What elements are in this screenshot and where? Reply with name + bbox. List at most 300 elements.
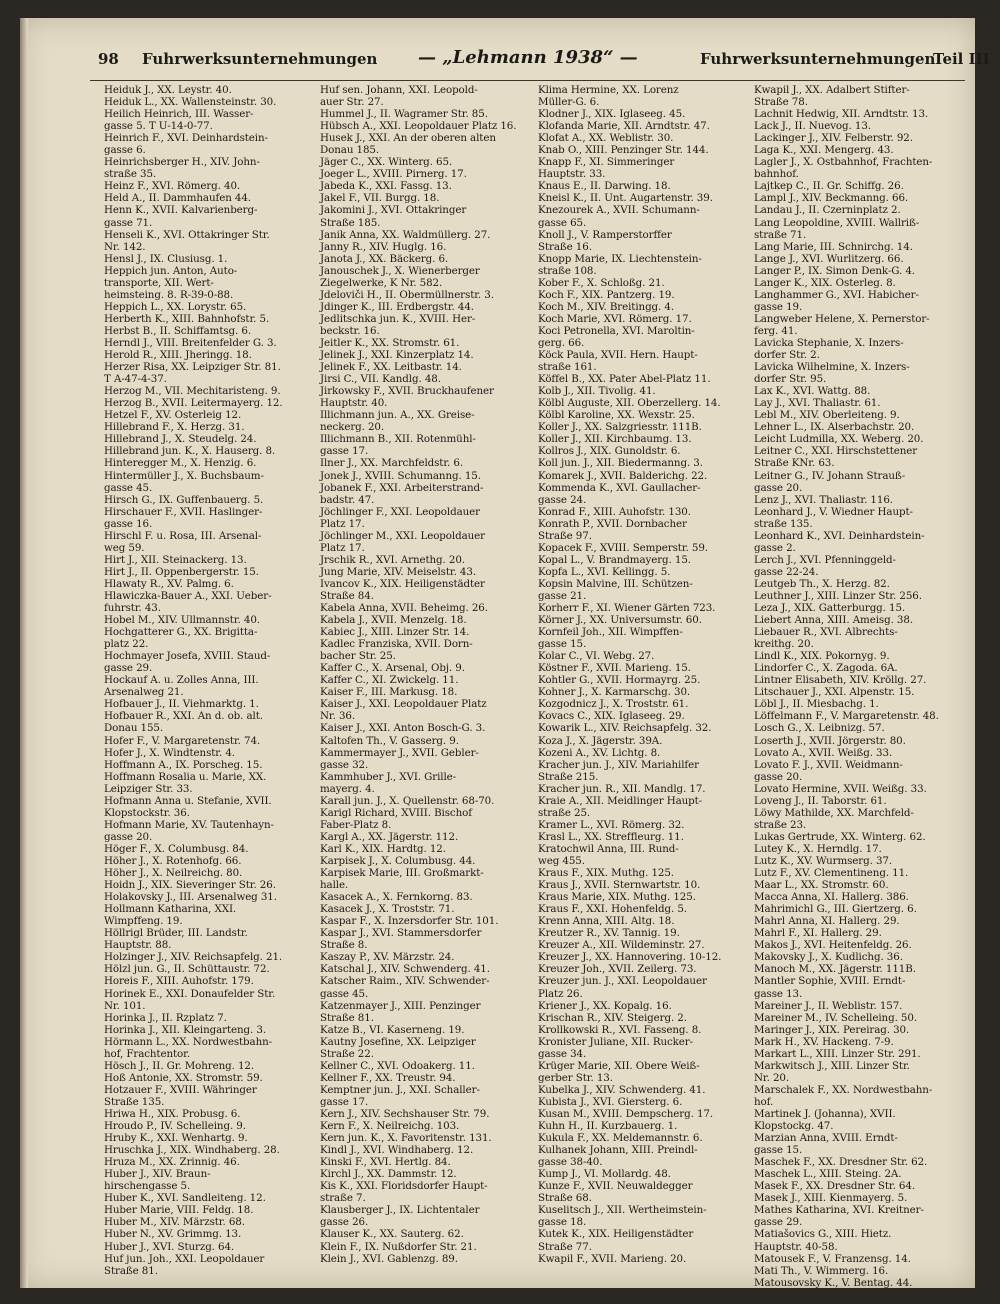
directory-entry-line: gasse 17. [320,445,369,458]
directory-entry-line: Masek J., XIII. Kienmayerg. 5. [754,1192,908,1205]
directory-entry-line: Laga K., XXI. Mengerg. 43. [754,144,894,157]
directory-entry-line: Kopacek F., XVIII. Semperstr. 59. [538,541,708,554]
directory-entry-line: Kratochwil Anna, III. Rund- [538,842,679,855]
directory-entry-line: Höger F., X. Columbusg. 84. [104,842,249,855]
directory-entry-line: Korherr F., XI. Wiener Gärten 723. [538,602,716,615]
directory-entry-line: Donau 155. [104,722,164,735]
directory-entry-line: Klopstockg. 47. [754,1120,834,1133]
directory-entry-line: Hlawaty R., XV. Palmg. 6. [104,577,234,590]
directory-entry-line: Huber J., XVI. Sturzg. 64. [104,1240,235,1253]
directory-entry-line: Kracher jun. R., XII. Mandlg. 17. [538,782,706,795]
directory-entry-line: beckstr. 16. [320,324,380,337]
directory-entry-line: Kellner F., XX. Treustr. 94. [320,1071,456,1084]
directory-entry-line: Jelinek J., XXI. Kinzerplatz 14. [320,349,474,362]
directory-entry-line: Kommenda K., XVI. Gaullacher- [538,481,701,494]
directory-entry-line: Leitner G., IV. Johann Strauß- [754,469,906,482]
directory-entry-line: gasse 38-40. [538,1156,603,1169]
directory-entry-line: Markart L., XIII. Linzer Str. 291. [754,1047,921,1060]
directory-entry-line: Lampl J., XIV. Beckmanng. 66. [754,192,909,205]
directory-entry-line: Heppich L., XX. Lorystr. 65. [104,300,247,313]
directory-entry-line: Karpisek Marie, III. Großmarkt- [320,867,484,880]
directory-entry-line: Jirsi C., VII. Kandlg. 48. [320,373,441,386]
directory-entry-line: Kraus F., XIX. Muthg. 125. [538,867,674,880]
directory-entry-line: Hintermüller J., X. Buchsbaum- [104,469,264,482]
directory-entry-line: Jung Marie, XIV. Meiselstr. 43. [320,565,477,578]
directory-entry-line: dorfer Str. 2. [754,349,820,362]
directory-entry-line: fuhrstr. 43. [104,602,161,615]
directory-entry-line: Kramer L., XVI. Römerg. 32. [538,818,685,831]
directory-entry-line: Hoffmann A., IX. Porscheg. 15. [104,758,263,771]
directory-entry-line: Klein J., XVI. Gablenzg. 89. [320,1252,458,1265]
directory-entry-line: Kohner J., X. Karmarschg. 30. [538,686,691,699]
directory-entry-line: hof. [754,1095,774,1108]
directory-entry-line: Kulhanek Johann, XIII. Preindl- [538,1144,698,1157]
directory-entry-line: Hofmann Marie, XV. Tautenhayn- [104,818,274,831]
directory-entry-line: Platz 17. [320,541,365,554]
directory-entry-line: Lax K., XVI. Wattg. 88. [754,385,871,398]
directory-entry-line: gasse 18. [538,1216,587,1229]
directory-entry-line: Kubelka J., XIV. Schwenderg. 41. [538,1083,706,1096]
directory-entry-line: Hofbauer R., XXI. An d. ob. alt. [104,710,263,723]
directory-entry-line: Konrad F., XIII. Auhofstr. 130. [538,505,691,518]
directory-entry-line: Kemptner jun. J., XXI. Schaller- [320,1083,480,1096]
directory-entry-line: transporte, XII. Wert- [104,276,214,289]
directory-entry-line: Hirt J., XII. Steinackerg. 13. [104,553,247,566]
directory-entry-line: Lerch J., XVI. Pfenninggeld- [754,553,896,566]
column-4 [754,84,966,1289]
directory-entry-line: Masek F., XX. Dresdner Str. 64. [754,1180,916,1193]
directory-entry-line: Klofanda Marie, XII. Arndtstr. 47. [538,120,710,133]
directory-entry-line: Horeis F., XIII. Auhofstr. 179. [104,975,254,988]
directory-entry-line: Hofer J., X. Windtenstr. 4. [104,746,235,759]
directory-entry-line: Mati Th., V. Wimmerg. 16. [754,1264,889,1277]
column-2 [320,84,532,1284]
directory-entry-line: Hillebrand jun. K., X. Hauserg. 8. [104,445,276,458]
directory-entry-line: Leicht Ludmilla, XX. Weberg. 20. [754,433,924,446]
header-part: Teil III [933,50,990,68]
directory-entry-line: Mark H., XV. Hackeng. 7-9. [754,1035,894,1048]
directory-entry-line: Heiduk J., XX. Leystr. 40. [104,84,232,96]
directory-entry-line: Held A., II. Dammhaufen 44. [104,192,251,205]
directory-entry-line: gasse 24. [538,493,587,506]
directory-entry-line: Kabela J., XVII. Menzelg. 18. [320,614,467,627]
directory-entry-line: straße 23. [754,818,807,831]
directory-entry-line: Klausberger J., IX. Lichtentaler [320,1204,480,1217]
directory-entry-line: dorfer Str. 95. [754,373,827,386]
directory-entry-line: Hauptstr. 40. [320,397,388,410]
directory-entry-line: Kopfa L., XVI. Kellingg. 5. [538,565,671,578]
directory-entry-line: Herberth K., XIII. Bahnhofstr. 5. [104,312,270,325]
directory-entry-line: Hofmann Anna u. Stefanie, XVII. [104,794,272,807]
directory-entry-line: Lang Leopoldine, XVIII. Wallriß- [754,216,920,229]
directory-entry-line: Kölbl Auguste, XII. Oberzellerg. 14. [538,397,721,410]
directory-entry-line: Kraie A., XII. Meidlinger Haupt- [538,794,703,807]
directory-entry-line: Klofat A., XX. Weblistr. 30. [538,132,674,145]
directory-entry-line: Hörmann L., XX. Nordwestbahn- [104,1035,273,1048]
directory-entry-line: Lackinger J., XIV. Felberstr. 92. [754,132,913,145]
directory-entry-line: gasse 32. [320,758,369,771]
directory-entry-line: Hauptstr. 88. [104,939,172,952]
directory-entry-line: Karall jun. J., X. Quellenstr. 68-70. [320,794,495,807]
directory-entry-line: Hillebrand F., X. Herzg. 31. [104,421,245,434]
directory-entry-line: Hroudo P., IV. Schelleing. 9. [104,1120,246,1133]
column-3 [538,84,750,1284]
directory-entry-line: gasse 34. [538,1047,587,1060]
directory-entry-line: Höher J., X. Neilreichg. 80. [104,867,243,880]
directory-entry-line: Koci Petronella, XVI. Maroltin- [538,324,695,337]
directory-entry-line: Wimpffeng. 19. [104,915,183,928]
directory-entry-line: Lintner Elisabeth, XIV. Kröllg. 27. [754,674,927,687]
directory-entry-line: Kaltofen Th., V. Gasserg. 9. [320,734,459,747]
directory-entry-line: Hinteregger M., X. Henzig. 6. [104,457,257,470]
directory-entry-line: Illichmann B., XII. Rotenmühl- [320,433,476,446]
directory-entry-line: Kargl A., XX. Jägerstr. 112. [320,830,459,843]
directory-entry-line: Janik Anna, XX. Waldmüllerg. 27. [320,228,491,241]
directory-entry-line: Kraus F., XXI. Hohenfeldg. 5. [538,903,687,916]
directory-entry-line: Lovato Hermine, XVII. Weißg. 33. [754,782,927,795]
directory-entry-line: gasse 45. [104,481,153,494]
directory-entry-line: Hauptstr. 33. [538,168,606,181]
directory-entry-line: Katschal J., XIV. Schwenderg. 41. [320,963,490,976]
directory-entry-line: Marschalek F., XX. Nordwestbahn- [754,1083,933,1096]
directory-entry-line: gerber Str. 13. [538,1071,613,1084]
directory-entry-line: Lebl M., XIV. Oberleiteng. 9. [754,409,900,422]
directory-entry-line: gerg. 66. [538,336,585,349]
directory-entry-line: Makos J., XVI. Heitenfeldg. 26. [754,939,912,952]
directory-entry-line: gasse 29. [104,662,153,675]
directory-entry-line: Straße KNr. 63. [754,457,835,470]
directory-entry-line: Jrschik R., XVI. Arnethg. 20. [320,553,465,566]
directory-entry-line: Kracher jun. J., XIV. Mariahilfer [538,758,699,771]
directory-entry-line: hof, Frachtentor. [104,1047,190,1060]
directory-entry-line: Kozgodnicz J., X. Troststr. 61. [538,698,689,711]
directory-entry-line: Mahrimichl G., III. Giertzerg. 6. [754,903,917,916]
directory-entry-line: Lachnit Hedwig, XII. Arndtstr. 13. [754,108,929,121]
directory-entry-line: Körner J., XX. Universumstr. 60. [538,614,702,627]
directory-entry-line: straße 25. [538,806,591,819]
directory-entry-line: Mahrl F., XI. Hallerg. 29. [754,927,882,940]
directory-entry-line: Karpisek J., X. Columbusg. 44. [320,855,476,867]
directory-entry-line: Maringer J., XIX. Pereirag. 30. [754,1023,910,1036]
directory-entry-line: Holzinger J., XIV. Reichsapfelg. 21. [104,951,283,964]
directory-entry-line: Mareiner J., II. Weblistr. 157. [754,999,903,1012]
directory-entry-line: Liebauer R., XVI. Albrechts- [754,626,898,639]
directory-entry-line: badstr. 47. [320,493,375,506]
directory-entry-line: gasse 45. [320,987,369,1000]
directory-entry-line: Kump J., VI. Mollardg. 48. [538,1168,671,1181]
directory-entry-line: Höllrigl Brüder, III. Landstr. [104,927,248,940]
directory-entry-line: Karigl Richard, XVIII. Bischof [320,806,472,819]
directory-entry-line: Hofbauer J., II. Viehmarktg. 1. [104,698,259,711]
directory-entry-line: Leitner C., XXI. Hirschstettener [754,445,918,458]
directory-entry-line: gasse 13. [754,987,803,1000]
directory-entry-line: hirschengasse 5. [104,1180,191,1193]
directory-entry-line: Huf sen. Johann, XXI. Leopold- [320,84,478,96]
directory-entry-line: straße 7. [320,1192,366,1205]
directory-entry-line: Kaiser J., XXI. Leopoldauer Platz [320,698,487,711]
directory-entry-line: Straße 84. [320,589,374,602]
directory-entry-line: Kaiser F., III. Markusg. 18. [320,686,458,699]
directory-entry-line: Mantler Sophie, XVIII. Erndt- [754,975,906,988]
directory-entry-line: Marzian Anna, XVIII. Erndt- [754,1132,898,1145]
directory-entry-line: Hummel J., II. Wagramer Str. 85. [320,108,488,121]
directory-entry-line: Kwapil J., XX. Adalbert Stifter- [754,84,910,96]
directory-entry-line: gasse 71. [104,216,153,229]
directory-entry-line: Straße 185. [320,216,381,229]
header-left-title: Fuhrwerksunternehmungen [142,50,378,68]
directory-entry-line: Jobanek F., XXI. Arbeiterstrand- [320,481,484,494]
directory-entry-line: Kreuzer J., XX. Hannovering. 10-12. [538,951,722,964]
directory-entry-line: Kolb J., XII. Tivolig. 41. [538,385,656,398]
directory-entry-line: Jäger C., XX. Winterg. 65. [320,156,453,169]
directory-entry-line: Katzenmayer J., XIII. Penzinger [320,999,481,1012]
directory-entry-line: Maschek L., XIII. Steing. 2A. [754,1168,902,1181]
directory-entry-line: Knab O., XIII. Penzinger Str. 144. [538,144,709,157]
header-right-title: Fuhrwerksunternehmungen [700,50,936,68]
directory-entry-line: Kopsin Malvine, III. Schützen- [538,577,693,590]
directory-entry-line: Kammermayer J., XVII. Gebler- [320,746,479,759]
directory-entry-line: Horinek E., XXI. Donaufelder Str. [104,987,276,1000]
directory-entry-line: Koza J., X. Jägerstr. 39A. [538,734,663,747]
directory-entry-line: Löffelmann F., V. Margaretenstr. 48. [754,710,939,723]
directory-entry-line: Jabeda K., XXI. Fassg. 13. [320,180,452,193]
directory-entry-line: Huber Marie, VIII. Feldg. 18. [104,1204,254,1217]
directory-entry-line: Hlawiczka-Bauer A., XXI. Ueber- [104,589,272,602]
directory-entry-line: Jdinger K., III. Erdbergstr. 44. [320,300,474,313]
directory-entry-line: Hriwa H., XIX. Probusg. 6. [104,1107,241,1120]
directory-entry-line: Kohtler G., XVII. Hormayrg. 25. [538,674,701,687]
directory-entry-line: Katscher Raim., XIV. Schwender- [320,975,490,988]
directory-entry-line: Kronister Juliane, XII. Rucker- [538,1035,694,1048]
directory-entry-line: Losch G., X. Leibnizg. 57. [754,722,885,735]
directory-entry-line: Lay J., XVI. Thaliastr. 61. [754,397,881,410]
directory-entry-line: straße 35. [104,168,157,181]
directory-entry-line: Klodner J., XIX. Iglaseeg. 45. [538,108,686,121]
directory-entry-line: Krüger Marie, XII. Obere Weiß- [538,1059,700,1072]
directory-entry-line: Ilner J., XX. Marchfeldstr. 6. [320,457,464,470]
directory-entry-line: Ziegelwerke, K Nr. 582. [320,276,443,289]
directory-page [20,18,990,1289]
directory-entry-line: Knoll J., V. Ramperstorffer [538,228,672,241]
directory-entry-line: Hochgatterer G., XX. Brigitta- [104,626,258,639]
directory-entry-line: Lack J., II. Nuevog. 13. [754,120,871,133]
directory-entry-line: Kuselitsch J., XII. Wertheimstein- [538,1204,707,1217]
directory-entry-line: Kneisl K., II. Unt. Augartenstr. 39. [538,192,713,205]
directory-entry-line: Kölbl Karoline, XX. Wexstr. 25. [538,409,695,422]
directory-entry-line: Knapp F., XI. Simmeringer [538,156,675,169]
directory-entry-line: Hruschka J., XIX. Windhaberg. 28. [104,1144,280,1157]
directory-entry-line: Platz 17. [320,517,365,530]
directory-entry-line: gasse 5. T U-14-0-77. [104,120,213,133]
directory-entry-line: Markwitsch J., XIII. Linzer Str. [754,1059,910,1072]
directory-entry-line: Arsenalweg 21. [104,686,184,699]
directory-entry-line: Straße 97. [538,529,592,542]
directory-entry-line: Klopstockstr. 36. [104,806,190,819]
directory-entry-line: Henn K., XVII. Kalvarienberg- [104,204,258,217]
directory-entry-line: Koch Marie, XVI. Römerg. 17. [538,312,692,325]
directory-entry-line: gasse 20. [754,770,803,783]
directory-entry-line: Langer P., IX. Simon Denk-G. 4. [754,264,915,277]
directory-entry-line: Kolar C., VI. Webg. 27. [538,650,655,663]
directory-entry-line: Landau J., II. Czerninplatz 2. [754,204,901,217]
directory-entry-line: Liebert Anna, XIII. Ameisg. 38. [754,614,913,627]
directory-entry-line: Mathes Katharina, XVI. Kreitner- [754,1204,924,1217]
directory-entry-line: Kirchl J., XX. Dammstr. 12. [320,1168,457,1181]
directory-entry-line: Husek J., XXI. An der oberen alten [320,132,496,145]
directory-entry-line: Kreutzer R., XV. Tannig. 19. [538,927,680,940]
directory-entry-line: Kober F., X. Schloßg. 21. [538,276,665,289]
directory-entry-line: Lutz F., XV. Clementineng. 11. [754,867,909,880]
directory-entry-line: Langer K., XIX. Osterleg. 8. [754,276,896,289]
directory-entry-line: Martinek J. (Johanna), XVII. [754,1107,896,1120]
directory-entry-line: Jeitler K., XX. Stromstr. 61. [320,336,460,349]
directory-entry-line: gasse 19. [754,300,803,313]
directory-entry-line: Knopp Marie, IX. Liechtenstein- [538,252,702,265]
directory-entry-line: gasse 17. [320,1095,369,1108]
directory-entry-line: Horinka J., II. Rzplatz 7. [104,1011,227,1024]
directory-entry-line: Matousovsky K., V. Bentag. 44. [754,1276,913,1289]
directory-entry-line: Lavicka Stephanie, X. Inzers- [754,336,904,349]
directory-entry-line: Klein F., IX. Nußdorfer Str. 21. [320,1240,477,1253]
directory-entry-line: Hollmann Katharina, XXI. [104,903,237,916]
directory-entry-line: Kern F., X. Neilreichg. 103. [320,1120,460,1133]
directory-entry-line: Heiduk L., XX. Wallensteinstr. 30. [104,96,277,109]
directory-entry-line: Janota J., XX. Bäckerg. 6. [320,252,449,265]
directory-entry-line: gasse 15. [538,638,587,651]
directory-entry-line: Kabiec J., XIII. Linzer Str. 14. [320,626,470,639]
directory-entry-line: Kindl J., XVI. Windhaberg. 12. [320,1144,474,1157]
directory-entry-line: Faber-Platz 8. [320,818,392,831]
header-rule [90,80,965,81]
directory-entry-line: Kaspar J., XVI. Stammersdorfer [320,927,482,940]
directory-entry-line: Kammhuber J., XVI. Grille- [320,770,457,783]
directory-entry-line: Jdeloviči H., II. Obermüllnerstr. 3. [320,288,494,301]
directory-entry-line: Kis K., XXI. Floridsdorfer Haupt- [320,1180,488,1193]
directory-entry-line: Krischan R., XIV. Steigerg. 2. [538,1011,687,1024]
directory-entry-line: Hensl J., IX. Clusiusg. 1. [104,252,228,265]
directory-entry-line: Kaffer C., X. Arsenal, Obj. 9. [320,662,465,675]
directory-entry-line: Jöchlinger F., XXI. Leopoldauer [320,505,480,518]
page-number: 98 [98,50,119,68]
directory-entry-line: Kwapil F., XVII. Marieng. 20. [538,1252,687,1265]
directory-entry-line: gasse 16. [104,517,153,530]
directory-entry-line: Straße 81. [104,1264,158,1277]
directory-entry-line: Maschek F., XX. Dresdner Str. 62. [754,1156,928,1169]
directory-entry-line: neckerg. 20. [320,421,385,434]
directory-entry-line: Kreuzer Joh., XVII. Zeilerg. 73. [538,963,697,976]
directory-entry-line: Hruby K., XXI. Wenhartg. 9. [104,1132,248,1145]
directory-entry-line: weg 59. [104,541,145,554]
directory-entry-line: Heinrich F., XVI. Deinhardstein- [104,132,268,145]
directory-entry-line: auer Str. 27. [320,96,384,109]
directory-entry-line: Kutek K., XIX. Heiligenstädter [538,1228,694,1241]
directory-entry-line: Illichmann jun. A., XX. Greise- [320,409,475,422]
directory-entry-line: Leipziger Str. 33. [104,782,193,795]
directory-entry-line: Hoidn J., XIX. Sieveringer Str. 26. [104,879,276,892]
directory-entry-line: Matiašovics G., XIII. Hietz. [754,1228,892,1241]
directory-entry-line: Manoch M., XX. Jägerstr. 111B. [754,963,916,976]
directory-entry-line: gasse 20. [754,481,803,494]
directory-entry-line: Nr. 142. [104,240,146,253]
directory-entry-line: Matousek F., V. Franzensg. 14. [754,1252,911,1265]
directory-entry-line: Köck Paula, XVII. Hern. Haupt- [538,349,698,362]
directory-entry-line: Kasacek A., X. Fernkorng. 83. [320,891,473,904]
page-header [88,47,990,74]
directory-entry-line: Straße 8. [320,939,368,952]
directory-entry-line: bahnhof. [754,168,799,181]
directory-entry-line: heimsteing. 8. R-39-0-88. [104,288,234,301]
directory-entry-line: Makovsky J., X. Kudlichg. 36. [754,951,903,964]
directory-entry-line: Kasacek J., X. Troststr. 71. [320,903,455,916]
directory-entry-line: Straße 68. [538,1192,592,1205]
directory-entry-line: Litschauer J., XXI. Alpenstr. 15. [754,686,915,699]
directory-entry-line: Hobel M., XIV. Ullmannstr. 40. [104,614,260,627]
directory-entry-line: Joeger L., XVIII. Pirnerg. 17. [320,168,467,181]
directory-entry-line: Köstner F., XVII. Marieng. 15. [538,662,691,675]
directory-entry-line: Lukas Gertrude, XX. Winterg. 62. [754,830,926,843]
directory-entry-line: Hirschl F. u. Rosa, III. Arsenal- [104,529,262,542]
directory-entry-line: Krollkowski R., XVI. Fasseng. 8. [538,1023,702,1036]
directory-entry-line: Kozeni A., XV. Lichtg. 8. [538,746,661,759]
directory-entry-line: Kaffer C., XI. Zwickelg. 11. [320,674,459,687]
directory-entry-line: Kubista J., XVI. Giersterg. 6. [538,1095,683,1108]
directory-entry-line: Herold R., XIII. Jheringg. 18. [104,349,252,362]
directory-entry-line: Kreuzer jun. J., XXI. Leopoldauer [538,975,707,988]
directory-entry-line: Loserth J., XVII. Jörgerstr. 80. [754,734,906,747]
directory-entry-line: Kollros J., XIX. Gunoldstr. 6. [538,445,681,458]
directory-entry-line: Krenn Anna, XIII. Altg. 18. [538,915,675,928]
directory-entry-line: Loveng J., II. Taborstr. 61. [754,794,887,807]
directory-entry-line: Straße 215. [538,770,599,783]
directory-entry-line: Hirsch G., IX. Guffenbauerg. 5. [104,493,264,506]
directory-entry-line: Klauser K., XX. Sauterg. 62. [320,1228,464,1241]
directory-entry-line: Köffel B., XX. Pater Abel-Platz 11. [538,373,711,386]
directory-entry-line: Herndl J., VIII. Breitenfelder G. 3. [104,336,277,349]
directory-entry-line: Kornfeil Joh., XII. Wimpffen- [538,626,683,639]
directory-entry-line: Janouschek J., X. Wienerberger [320,264,480,277]
directory-entry-line: Holakovsky J., III. Arsenalweg 31. [104,891,277,904]
directory-entry-line: Höher J., X. Rotenhofg. 66. [104,855,242,867]
directory-entry-line: Heilich Heinrich, III. Wasser- [104,108,254,121]
directory-entry-line: Hirt J., II. Oppenbergerstr. 15. [104,565,259,578]
directory-entry-line: Lovato F. J., XVII. Weidmann- [754,758,903,771]
directory-entry-line: Straße 22. [320,1047,374,1060]
directory-entry-line: Knaus E., II. Darwing. 18. [538,180,671,193]
directory-entry-line: Jonek J., XVIII. Schumanng. 15. [320,469,481,482]
directory-entry-line: Lange J., XVI. Wurlitzerg. 66. [754,252,904,265]
directory-entry-line: straße 135. [754,517,813,530]
directory-entry-line: gasse 26. [320,1216,369,1229]
directory-entry-line: Nr. 36. [320,710,356,723]
directory-entry-line: Leuthner J., XIII. Linzer Str. 256. [754,589,922,602]
directory-entry-line: kreithg. 20. [754,638,814,651]
directory-entry-line: Straße 135. [104,1095,165,1108]
directory-entry-line: Huber J., XIV. Braun- [104,1168,211,1181]
directory-entry-line: Heppich jun. Anton, Auto- [104,264,238,277]
directory-entry-line: Kern jun. K., X. Favoritenstr. 131. [320,1132,492,1145]
directory-entry-line: Herzog M., VII. Mechitaristeng. 9. [104,385,281,398]
directory-entry-line: Huf jun. Joh., XXI. Leopoldauer [104,1252,265,1265]
directory-entry-line: ferg. 41. [754,324,798,337]
directory-entry-line: Leutgeb Th., X. Herzg. 82. [754,577,890,590]
directory-entry-line: Kusan M., XVIII. Dempscherg. 17. [538,1107,714,1120]
directory-entry-line: Kadlec Franziska, XVII. Dorn- [320,638,473,651]
directory-entry-line: Hofer F., V. Margaretenstr. 74. [104,734,261,747]
directory-entry-line: Maar L., XX. Stromstr. 60. [754,879,889,892]
directory-entry-line: Kukula F., XX. Meldemannstr. 6. [538,1132,703,1145]
directory-entry-line: Kern J., XIV. Sechshauser Str. 79. [320,1107,490,1120]
directory-entry-line: halle. [320,879,349,892]
